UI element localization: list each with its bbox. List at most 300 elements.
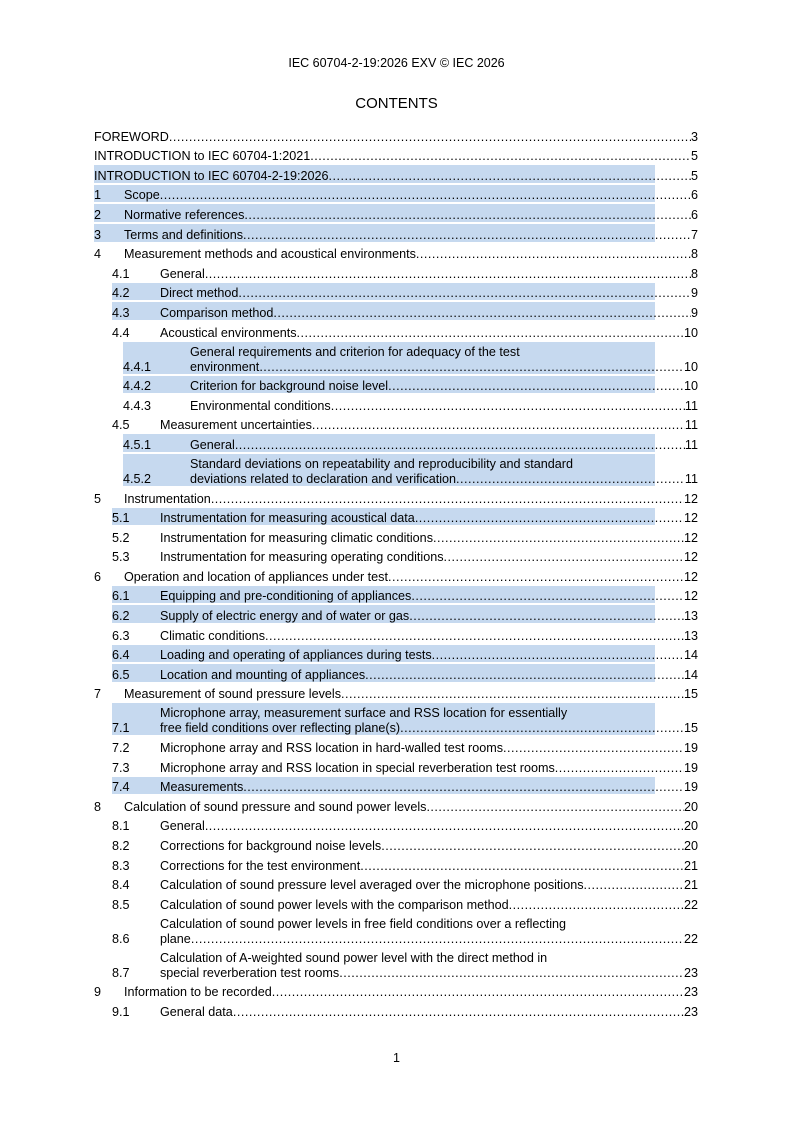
toc-entry-text-block [160, 917, 698, 947]
toc-entry-page: 22 [683, 931, 698, 946]
toc-entry-title: Measurement of sound pressure levels [124, 687, 342, 702]
toc-entry-number: 3 [94, 227, 102, 242]
toc-entry-line [160, 859, 698, 874]
toc-entry-text-block [190, 379, 698, 394]
dot-leader [433, 531, 684, 546]
toc-entry-text-block [160, 668, 698, 683]
toc-entry-number: 8.4 [112, 878, 130, 893]
dot-leader [297, 326, 684, 341]
toc-entry[interactable] [94, 565, 698, 585]
toc-entry[interactable] [94, 203, 698, 223]
toc-entry[interactable] [94, 282, 698, 302]
toc-entry-number: 6.1 [112, 589, 130, 604]
toc-entry[interactable] [94, 815, 698, 835]
toc-entry-page: 12 [683, 550, 698, 565]
toc-entry-text-block [190, 457, 698, 487]
toc-entry-number: 4.1 [112, 266, 130, 281]
toc-entry-page: 19 [683, 780, 698, 795]
toc-entry-line [160, 589, 698, 604]
toc-entry-line [124, 228, 698, 243]
toc-entry-text-block [160, 418, 698, 433]
toc-entry-page: 9 [690, 286, 698, 301]
toc-entry[interactable] [94, 893, 698, 913]
toc-entry-line [160, 878, 698, 893]
toc-entry-line [160, 668, 698, 683]
toc-entry[interactable] [94, 341, 698, 375]
toc-entry[interactable] [94, 947, 698, 981]
dot-leader [244, 208, 691, 223]
toc-entry-title: Scope [124, 188, 160, 203]
toc-entry[interactable] [94, 874, 698, 894]
toc-entry-title: Operation and location of appliances under test [124, 569, 388, 584]
toc-entry-number: 8.3 [112, 858, 130, 873]
toc-entry-title: Instrumentation for measuring climatic conditions [160, 530, 433, 545]
toc-entry[interactable] [94, 223, 698, 243]
toc-entry-text-block [124, 228, 698, 243]
toc-entry-page: 10 [683, 359, 698, 374]
toc-entry-title: Instrumentation [124, 491, 211, 506]
toc-entry-page: 19 [683, 741, 698, 756]
toc-entry[interactable] [94, 981, 698, 1001]
toc-entry-line [124, 800, 698, 815]
running-header: IEC 60704-2-19:2026 EXV © IEC 2026 [288, 56, 505, 70]
dot-leader [259, 360, 684, 375]
toc-entry[interactable] [94, 184, 698, 204]
toc-entry-text-block [160, 819, 698, 834]
toc-entry[interactable] [94, 243, 698, 263]
toc-entry-number: 5 [94, 491, 102, 506]
dot-leader [160, 188, 691, 203]
toc-entry-title: Measurement uncertainties [160, 418, 312, 433]
toc-entry-line [124, 492, 698, 507]
toc-entry-text-block [160, 306, 698, 321]
dot-leader [456, 472, 685, 487]
toc-entry-number: 4.5.2 [123, 471, 152, 486]
toc-entry-text-block [160, 951, 698, 981]
toc-entry-page: 20 [683, 819, 698, 834]
toc-entry-text-block [124, 247, 698, 262]
toc-entry-title-continued: environment [190, 359, 260, 374]
dot-leader [509, 898, 684, 913]
toc-entry-line [160, 531, 698, 546]
toc-entry-title: Calculation of sound pressure level averaged over the microphone positions [160, 878, 584, 893]
dot-leader [411, 589, 684, 604]
toc-entry-text-block [124, 985, 698, 1000]
toc-entry-line [94, 149, 698, 164]
toc-entry-line [160, 286, 698, 301]
toc-entry-page: 23 [683, 1004, 698, 1019]
toc-entry-number: 5.2 [112, 530, 130, 545]
dot-leader [312, 418, 685, 433]
toc-entry-number: 7.2 [112, 741, 130, 756]
toc-entry-number: 9.1 [112, 1004, 130, 1019]
toc-entry-title: General [160, 266, 205, 281]
toc-entry-page: 22 [683, 897, 698, 912]
dot-leader [243, 780, 684, 795]
toc-entry-title: Corrections for background noise levels [160, 839, 382, 853]
toc-entry-number: 4.4.1 [123, 359, 152, 374]
dot-leader [169, 130, 691, 145]
toc-entry-line [124, 687, 698, 702]
toc-entry-title: Calculation of A-weighted sound power level with the direct method in [160, 950, 548, 965]
toc-entry-page: 11 [684, 398, 698, 413]
toc-entry-page: 10 [683, 379, 698, 394]
toc-entry-text-block [124, 687, 698, 702]
toc-entry-line [190, 360, 698, 375]
toc-entry[interactable] [94, 795, 698, 815]
toc-entry-text-block [160, 629, 698, 644]
dot-leader [360, 859, 684, 874]
toc-entry-number: 6 [94, 569, 102, 584]
dot-leader [233, 1005, 684, 1020]
toc-entry-number: 6.4 [112, 648, 130, 663]
toc-entry[interactable] [94, 644, 698, 664]
dot-leader [388, 379, 684, 394]
toc-entry-page: 12 [683, 530, 698, 545]
toc-entry-title: Instrumentation for measuring acoustical data [160, 511, 415, 526]
toc-entry-page: 11 [684, 418, 698, 433]
toc-entry-title: Microphone array and RSS location in hard-walled test rooms [160, 741, 503, 756]
toc-entry-text-block [160, 267, 698, 282]
toc-entry[interactable] [94, 776, 698, 796]
toc-entry-title: INTRODUCTION to IEC 60704-1:2021 [94, 149, 311, 164]
toc-entry-line [190, 438, 698, 453]
toc-entry-text-block [94, 130, 698, 145]
toc-entry-line [124, 985, 698, 1000]
toc-entry-title-continued: special reverberation test rooms [160, 965, 340, 980]
toc-entry[interactable] [94, 145, 698, 165]
toc-entry-line [160, 780, 698, 795]
toc-entry-title: Direct method [160, 286, 239, 301]
toc-entry-text-block [160, 741, 698, 756]
toc-entry-title: Corrections for the test environment [160, 858, 361, 873]
toc-entry[interactable] [94, 913, 698, 947]
toc-entry-page: 23 [683, 985, 698, 1000]
toc-entry-page: 8 [690, 266, 698, 281]
dot-leader [584, 878, 684, 893]
toc-entry-text-block [124, 188, 698, 203]
toc-entry-text-block [124, 800, 698, 815]
toc-entry-number: 8.2 [112, 839, 130, 853]
toc-entry-page: 12 [683, 491, 698, 506]
toc-entry[interactable] [94, 453, 698, 487]
dot-leader [243, 228, 691, 243]
toc-entry[interactable] [94, 624, 698, 644]
toc-entry-page: 11 [684, 437, 698, 452]
toc-entry-page: 20 [683, 839, 698, 853]
toc-entry-number: 7.4 [112, 780, 130, 795]
toc-entry-title-continued: free field conditions over reflecting plane(s) [160, 721, 401, 736]
toc-entry[interactable] [94, 301, 698, 321]
toc-entry-text-block [160, 859, 698, 874]
toc-entry-page: 20 [683, 799, 698, 814]
toc-entry-title: Equipping and pre-conditioning of appliances [160, 589, 412, 604]
toc-entry-line [124, 208, 698, 223]
toc-entry-page: 6 [690, 207, 698, 222]
toc-entry[interactable] [94, 526, 698, 546]
toc-entry[interactable] [94, 585, 698, 605]
toc-entry-text-block [94, 169, 698, 184]
toc-entry[interactable] [94, 375, 698, 395]
toc-entry-line [160, 819, 698, 834]
toc-entry-page: 12 [683, 511, 698, 526]
toc-entry-text-block [124, 492, 698, 507]
toc-entry[interactable] [94, 321, 698, 341]
toc-entry-title: General [190, 437, 235, 452]
toc-entry-text-block [124, 208, 698, 223]
toc-entry-title: General [160, 819, 205, 834]
toc-entry[interactable] [94, 1000, 698, 1020]
toc-entry-line [160, 267, 698, 282]
toc-entry-line [160, 550, 698, 565]
toc-entry-title: Measurement methods and acoustical environments [124, 247, 416, 262]
toc-entry-number: 1 [94, 188, 102, 203]
toc-entry-title: Instrumentation for measuring operating conditions [160, 550, 444, 565]
toc-entry-page: 9 [690, 305, 698, 320]
toc-entry[interactable] [94, 262, 698, 282]
toc-entry-page: 15 [683, 721, 698, 736]
toc-entry[interactable] [94, 663, 698, 683]
dot-leader [328, 169, 691, 184]
toc-entry-text-block [160, 780, 698, 795]
toc-entry-page: 8 [690, 247, 698, 262]
table-of-contents [94, 125, 698, 1020]
dot-leader [444, 550, 684, 565]
toc-entry-page: 6 [690, 188, 698, 203]
toc-entry-text-block [160, 761, 698, 776]
toc-entry-line [160, 306, 698, 321]
toc-entry-number: 4.4.3 [123, 398, 152, 413]
toc-entry-page: 23 [683, 965, 698, 980]
toc-entry-text-block [160, 511, 698, 526]
toc-entry[interactable] [94, 433, 698, 453]
dot-leader [310, 149, 691, 164]
toc-entry-page: 10 [683, 325, 698, 340]
dot-leader [191, 932, 684, 947]
toc-entry-title: Location and mounting of appliances [160, 667, 366, 682]
dot-leader [235, 438, 685, 453]
dot-leader [265, 629, 684, 644]
toc-entry-line [160, 326, 698, 341]
toc-entry-number: 4.5.1 [123, 437, 152, 452]
dot-leader [331, 399, 685, 414]
toc-entry[interactable] [94, 756, 698, 776]
toc-entry-number: 8.5 [112, 897, 130, 912]
toc-entry-text-block [190, 345, 698, 375]
toc-entry-line [160, 721, 698, 736]
toc-entry-number: 5.3 [112, 550, 130, 565]
toc-entry[interactable] [94, 164, 698, 184]
toc-entry[interactable] [94, 394, 698, 414]
toc-entry-number: 8 [94, 799, 102, 814]
toc-entry-text-block [160, 898, 698, 913]
dot-leader [415, 511, 684, 526]
toc-entry-number: 9 [94, 985, 102, 1000]
dot-leader [339, 966, 684, 981]
toc-entry-number: 7.3 [112, 760, 130, 775]
toc-entry[interactable] [94, 683, 698, 703]
toc-entry-number: 8.1 [112, 819, 130, 834]
toc-entry-text-block [160, 326, 698, 341]
toc-entry-line [124, 247, 698, 262]
toc-entry[interactable] [94, 736, 698, 756]
dot-leader [388, 570, 684, 585]
toc-entry-page: 11 [684, 471, 698, 486]
toc-entry-page: 12 [683, 589, 698, 604]
toc-entry-title: Loading and operating of appliances during tests [160, 648, 432, 663]
toc-entry-line [160, 898, 698, 913]
toc-entry-line [160, 629, 698, 644]
dot-leader [365, 668, 684, 683]
toc-entry-page: 21 [683, 878, 698, 893]
toc-entry-page: 21 [683, 858, 698, 873]
toc-entry-page: 3 [690, 129, 698, 144]
toc-entry-number: 7 [94, 687, 102, 702]
toc-entry[interactable] [94, 414, 698, 434]
toc-entry-number: 7.1 [112, 721, 130, 736]
toc-entry-text-block [160, 531, 698, 546]
dot-leader [503, 741, 684, 756]
toc-entry[interactable] [94, 546, 698, 566]
toc-entry-line [160, 839, 698, 854]
toc-entry-number: 5.1 [112, 511, 130, 526]
toc-entry-page: 5 [690, 168, 698, 183]
toc-entry[interactable] [94, 854, 698, 874]
page-number: 1 [393, 1051, 400, 1065]
toc-entry-number: 6.5 [112, 667, 130, 682]
toc-entry-line [94, 130, 698, 145]
toc-entry-title: Acoustical environments [160, 325, 297, 340]
toc-entry-line [190, 379, 698, 394]
toc-entry-text-block [160, 648, 698, 663]
toc-entry-title: INTRODUCTION to IEC 60704-2-19:2026 [94, 168, 329, 183]
toc-entry[interactable] [94, 702, 698, 736]
toc-entry[interactable] [94, 604, 698, 624]
toc-entry-number: 4.4 [112, 325, 130, 340]
toc-entry[interactable] [94, 487, 698, 507]
toc-entry-text-block [160, 286, 698, 301]
dot-leader [409, 609, 684, 624]
toc-entry-number: 2 [94, 207, 102, 222]
toc-entry-line [190, 472, 698, 487]
toc-entry-line [160, 418, 698, 433]
toc-entry-text-block [160, 609, 698, 624]
toc-entry-title: Calculation of sound pressure and sound power levels [124, 799, 427, 814]
toc-entry-page: 14 [683, 648, 698, 663]
toc-entry-page: 13 [683, 628, 698, 643]
toc-entry-text-block [160, 878, 698, 893]
toc-entry-title: Calculation of sound power levels with the comparison method [160, 897, 509, 912]
toc-entry-line [124, 570, 698, 585]
toc-entry-text-block [124, 570, 698, 585]
toc-entry-text-block [190, 438, 698, 453]
toc-entry[interactable] [94, 834, 698, 854]
toc-entry-line [160, 609, 698, 624]
toc-entry-line [160, 966, 698, 981]
dot-leader [205, 819, 684, 834]
toc-entry-number: 4.3 [112, 305, 130, 320]
toc-entry-title: Environmental conditions [190, 398, 331, 413]
dot-leader [273, 306, 691, 321]
dot-leader [555, 761, 684, 776]
dot-leader [416, 247, 691, 262]
toc-entry-text-block [94, 149, 698, 164]
toc-entry-title: Microphone array and RSS location in special reverberation test rooms [160, 760, 555, 775]
toc-entry-title: Criterion for background noise level [190, 379, 389, 394]
dot-leader [400, 721, 684, 736]
page-title: CONTENTS [355, 95, 438, 112]
toc-entry-title: Calculation of sound power levels in free field conditions over a reflecting [160, 916, 567, 931]
dot-leader [272, 985, 684, 1000]
toc-entry-title-continued: deviations related to declaration and verification [190, 471, 457, 486]
toc-entry-title: General requirements and criterion for adequacy of the test [190, 344, 520, 359]
toc-entry-number: 6.2 [112, 609, 130, 624]
toc-entry-text-block [190, 399, 698, 414]
toc-entry-title-continued: plane [160, 931, 191, 946]
toc-entry[interactable] [94, 125, 698, 145]
toc-entry-page: 5 [690, 149, 698, 164]
toc-entry-title: Information to be recorded [124, 985, 272, 1000]
toc-entry-text-block [160, 839, 698, 854]
toc-entry-line [160, 932, 698, 947]
toc-entry-number: 4 [94, 247, 102, 262]
toc-entry-line [124, 188, 698, 203]
toc-entry-text-block [160, 550, 698, 565]
toc-entry-title: Normative references [124, 207, 245, 222]
toc-entry-title: FOREWORD [94, 129, 169, 144]
toc-entry-number: 4.5 [112, 418, 130, 433]
toc-entry-line [160, 648, 698, 663]
toc-entry-page: 7 [690, 227, 698, 242]
toc-entry[interactable] [94, 507, 698, 527]
dot-leader [432, 648, 684, 663]
toc-entry-title: General data [160, 1004, 233, 1019]
dot-leader [238, 286, 691, 301]
toc-entry-page: 12 [683, 569, 698, 584]
toc-entry-line [94, 169, 698, 184]
toc-entry-title: Measurements [160, 780, 244, 795]
dot-leader [205, 267, 691, 282]
toc-entry-page: 13 [683, 609, 698, 624]
dot-leader [211, 492, 684, 507]
toc-entry-title: Comparison method [160, 305, 274, 320]
toc-entry-number: 4.4.2 [123, 379, 152, 394]
dot-leader [426, 800, 684, 815]
toc-entry-title: Standard deviations on repeatability and reproducibility and standard [190, 456, 573, 471]
toc-entry-number: 8.7 [112, 965, 130, 980]
toc-entry-number: 6.3 [112, 628, 130, 643]
toc-entry-title: Terms and definitions [124, 227, 244, 242]
toc-entry-text-block [160, 706, 698, 736]
toc-entry-number: 8.6 [112, 931, 130, 946]
toc-entry-line [160, 761, 698, 776]
toc-entry-page: 15 [683, 687, 698, 702]
toc-entry-page: 14 [683, 667, 698, 682]
toc-entry-line [160, 511, 698, 526]
toc-entry-page: 19 [683, 760, 698, 775]
toc-entry-line [160, 1005, 698, 1020]
toc-entry-title: Microphone array, measurement surface and RSS location for essentially [160, 706, 568, 721]
dot-leader [341, 687, 684, 702]
toc-entry-text-block [160, 1005, 698, 1020]
toc-entry-line [190, 399, 698, 414]
dot-leader [381, 839, 684, 854]
toc-entry-text-block [160, 589, 698, 604]
toc-entry-title: Climatic conditions [160, 628, 265, 643]
toc-entry-line [160, 741, 698, 756]
toc-entry-title: Supply of electric energy and of water or gas [160, 609, 410, 624]
toc-entry-number: 4.2 [112, 286, 130, 301]
